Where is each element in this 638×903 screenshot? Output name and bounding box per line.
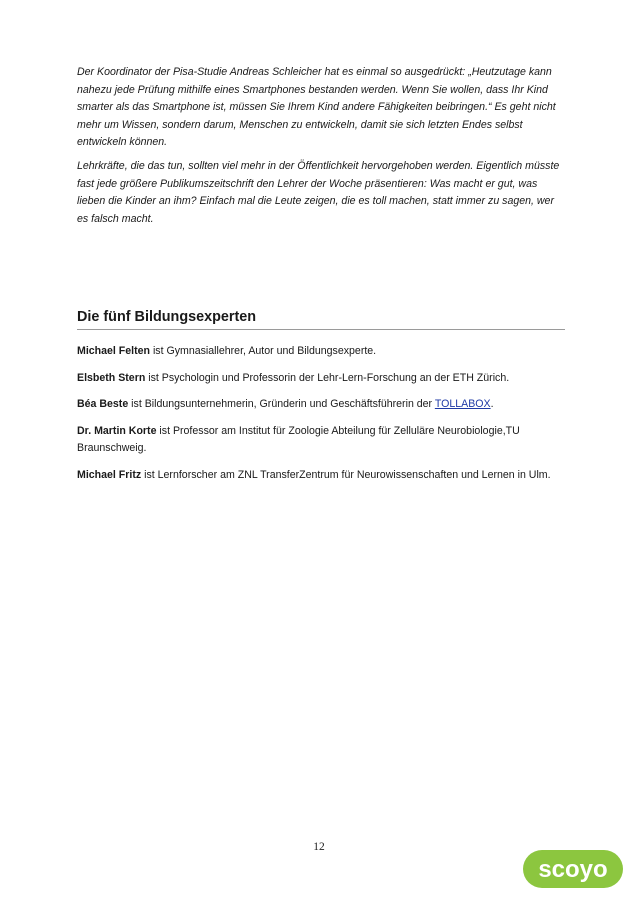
- expert-entry: [77, 423, 567, 458]
- expert-entry: [77, 343, 567, 361]
- expert-description: ist Psychologin und Professorin der Lehr-Lern-Forschung an der ETH Zürich.: [145, 371, 510, 384]
- expert-entry: [77, 396, 567, 414]
- expert-entry: [77, 467, 567, 485]
- expert-description: ist Lernforscher am ZNL TransferZentrum für Neurowissenschaften und Lernen in Ulm.: [141, 468, 551, 481]
- experts-list: [77, 343, 567, 494]
- expert-description: ist Professor am Institut für Zoologie Abteilung für Zelluläre Neurobiologie,TU Braunschweig.: [77, 424, 520, 455]
- expert-description: ist Bildungsunternehmerin, Gründerin und Geschäftsführerin der: [128, 398, 435, 411]
- expert-name: Michael Fritz: [77, 468, 142, 481]
- tollabox-link[interactable]: TOLLABOX: [434, 398, 491, 411]
- logo-wordmark: scoyo: [538, 856, 608, 883]
- expert-name: Dr. Martin Korte: [77, 424, 157, 437]
- expert-description-end: .: [490, 398, 494, 411]
- expert-name: Michael Felten: [77, 345, 150, 357]
- intro-paragraph-2: Lehrkräfte, die das tun, sollten viel mehr in der Öffentlichkeit hervorgehoben werden. Eigentlich müsste fast jede größere Publikumszeitschrift den Lehrer der Woche präsentieren: Was macht er gut, was lieben die Kinder an ihm? Einfach mal die Leute zeigen, die es toll machen, statt immer zu sagen, wer es falsch macht.: [77, 159, 560, 225]
- expert-name: Béa Beste: [77, 398, 129, 411]
- expert-name: Elsbeth Stern: [77, 371, 146, 384]
- expert-entry: [77, 370, 567, 388]
- page-number: 12: [313, 841, 325, 853]
- intro-section: [77, 64, 565, 228]
- expert-description: ist Gymnasiallehrer, Autor und Bildungsexperte.: [150, 345, 377, 357]
- intro-paragraph-1: Der Koordinator der Pisa-Studie Andreas Schleicher hat es einmal so ausgedrückt: „Heutzutage kann nahezu jede Prüfung mithilfe eines Smartphones bestanden werden. Wenn Sie wollen, dass Ihr Kind smarter als das Smartphone ist, müssen Sie Ihrem Kind andere Fähigkeiten beibringen.“ Es geht nicht mehr um Wissen, sondern darum, Menschen zu entwickeln, damit sie sich letzten Endes selbst entwickeln können.: [77, 66, 556, 149]
- section-heading: Die fünf Bildungsexperten: [77, 309, 565, 330]
- scoyo-logo: [521, 847, 625, 893]
